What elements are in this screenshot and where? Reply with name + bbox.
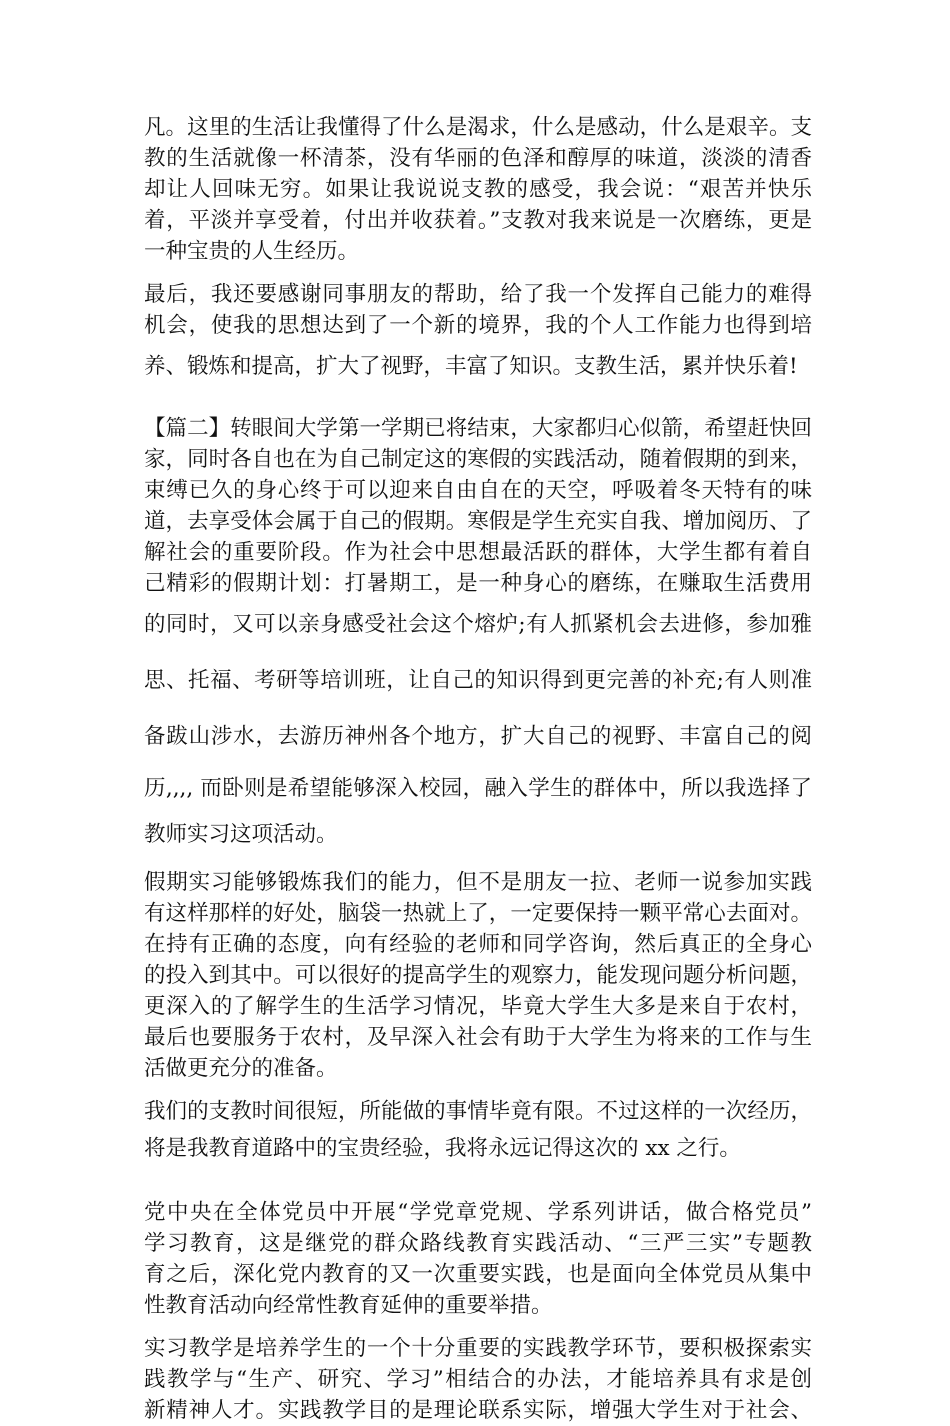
text-line: 的投入到其中。可以很好的提高学生的观察力，能发现问题分析问题， [144,963,812,988]
text-line: 养、锻炼和提高，扩大了视野，丰富了知识。支教生活，累并快乐着! [144,354,798,379]
text-line: 着，平淡并享受着，付出并收获着。”支教对我来说是一次磨练，更是 [144,208,812,233]
text-line: 道，去享受体会属于自己的假期。寒假是学生充实自我、增加阅历、了 [144,509,812,534]
document-page [144,112,812,1426]
text-line: 备跋山涉水，去游历神州各个地方，扩大自己的视野、丰富自己的阅 [144,724,812,749]
text-line: 育之后，深化党内教育的又一次重要实践，也是面向全体党员从集中 [144,1262,812,1287]
text-line: 思、托福、考研等培训班，让自己的知识得到更完善的补充;有人则准 [144,668,812,693]
text-line: 一种宝贵的人生经历。 [144,239,360,264]
text-line: 解社会的重要阶段。作为社会中思想最活跃的群体，大学生都有着自 [144,540,812,565]
paragraph-7 [144,1333,812,1426]
text-line: 更深入的了解学生的生活学习情况，毕竟大学生大多是来自于农村， [144,994,812,1019]
paragraph-5 [144,1096,812,1171]
text-line: 最后，我还要感谢同事朋友的帮助，给了我一个发挥自己能力的难得 [144,282,812,307]
text-line: 历,,,, 而卧则是希望能够深入校园，融入学生的群体中，所以我选择了 [144,776,812,801]
text-line: 性教育活动向经常性教育延伸的重要举措。 [144,1293,553,1318]
text-line: 将是我教育道路中的宝贵经验，我将永远记得这次的 xx 之行。 [144,1136,741,1161]
text-line: 教师实习这项活动。 [144,822,338,847]
text-line: 我们的支教时间很短，所能做的事情毕竟有限。不过这样的一次经历， [144,1099,812,1124]
text-line: 家，同时各自也在为自己制定这的寒假的实践活动，随着假期的到来， [144,447,812,472]
text-line: 践教学与“生产、研究、学习”相结合的办法，才能培养具有求是创 [144,1367,812,1392]
text-line: 有这样那样的好处，脑袋一热就上了，一定要保持一颗平常心去面对。 [144,901,812,926]
text-line: 假期实习能够锻炼我们的能力，但不是朋友一拉、老师一说参加实践 [144,870,812,895]
text-line: 最后也要服务于农村，及早深入社会有助于大学生为将来的工作与生 [144,1025,812,1050]
text-line: 教的生活就像一杯清茶，没有华丽的色泽和醇厚的味道，淡淡的清香 [144,146,812,171]
text-line: 学习教育，这是继党的群众路线教育实践活动、“三严三实”专题教 [144,1231,812,1256]
text-line: 实习教学是培养学生的一个十分重要的实践教学环节，要积极探索实 [144,1336,812,1361]
text-line: 在持有正确的态度，向有经验的老师和同学咨询，然后真正的全身心 [144,932,812,957]
text-line: 【篇二】转眼间大学第一学期已将结束，大家都归心似箭，希望赶快回 [144,416,812,441]
text-line: 己精彩的假期计划：打暑期工，是一种身心的磨练，在赚取生活费用 [144,571,812,596]
paragraph-3 [144,413,812,855]
text-line: 党中央在全体党员中开展“学党章党规、学系列讲话，做合格党员” [144,1200,812,1225]
paragraph-1 [144,112,812,267]
text-line: 机会，使我的思想达到了一个新的境界，我的个人工作能力也得到培 [144,313,812,338]
text-line: 束缚已久的身心终于可以迎来自由自在的天空，呼吸着冬天特有的味 [144,478,812,503]
text-line: 凡。这里的生活让我懂得了什么是渴求，什么是感动，什么是艰辛。支 [144,115,812,140]
text-line: 的同时，又可以亲身感受社会这个熔炉;有人抓紧机会去进修，参加雅 [144,612,812,637]
text-line: 新精神人才。实践教学目的是理论联系实际，增强大学生对于社会、 [144,1398,812,1423]
text-line: 活做更充分的准备。 [144,1056,338,1081]
paragraph-6 [144,1197,812,1321]
text-line: 却让人回味无穷。如果让我说说支教的感受，我会说：“艰苦并快乐 [144,177,812,202]
paragraph-4 [144,867,812,1084]
paragraph-2 [144,279,812,393]
